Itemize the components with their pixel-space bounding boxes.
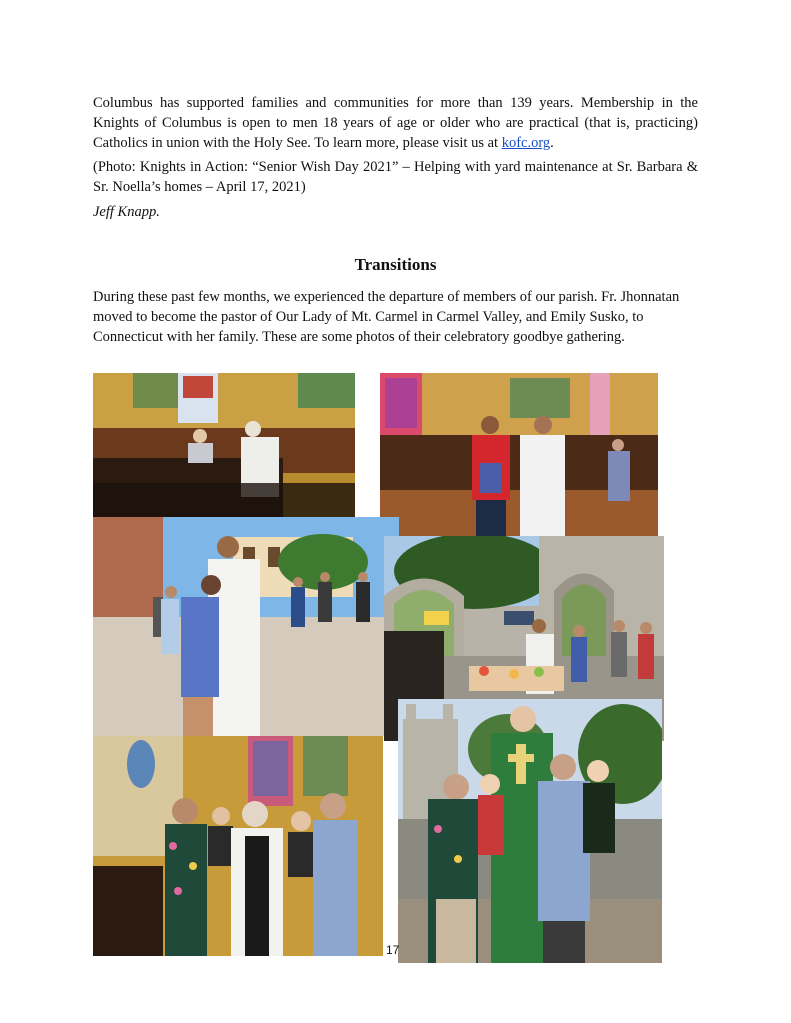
- author-signature: Jeff Knapp.: [93, 204, 160, 220]
- photo-family-priest-green: [398, 699, 662, 963]
- knights-text-end: .: [550, 135, 554, 151]
- knights-text: Columbus has supported families and communities for more than 139 years. Membership in the Knights of Columbus is open to men 18 years of age or older who are practical (that is, practicing) Catholics in union with the Holy See. To learn more, please visit us at: [93, 95, 698, 151]
- photo-farewell-gift: [380, 373, 658, 536]
- section-heading: Transitions: [354, 255, 437, 274]
- transitions-paragraph: During these past few months, we experienced the departure of members of our parish. Fr. Jhonnatan moved to become the pastor of Our Lady of Mt. Carmel in Carmel Valley, and Emily Susko, to Connecticut with her family. These are some photos of their celebratory goodbye gathering.: [93, 289, 680, 345]
- kofc-link[interactable]: kofc.org: [501, 135, 551, 151]
- knights-paragraph: [93, 93, 698, 153]
- page-number: 17: [386, 943, 400, 957]
- photo-caption: (Photo: Knights in Action: “Senior Wish Day 2021” – Helping with yard maintenance at Sr. Barbara & Sr. Noella’s homes – April 17, 2021): [93, 159, 698, 195]
- photo-church-organ: [93, 373, 355, 518]
- photo-outdoor-hug: [93, 517, 399, 736]
- photo-family-church: [93, 736, 383, 956]
